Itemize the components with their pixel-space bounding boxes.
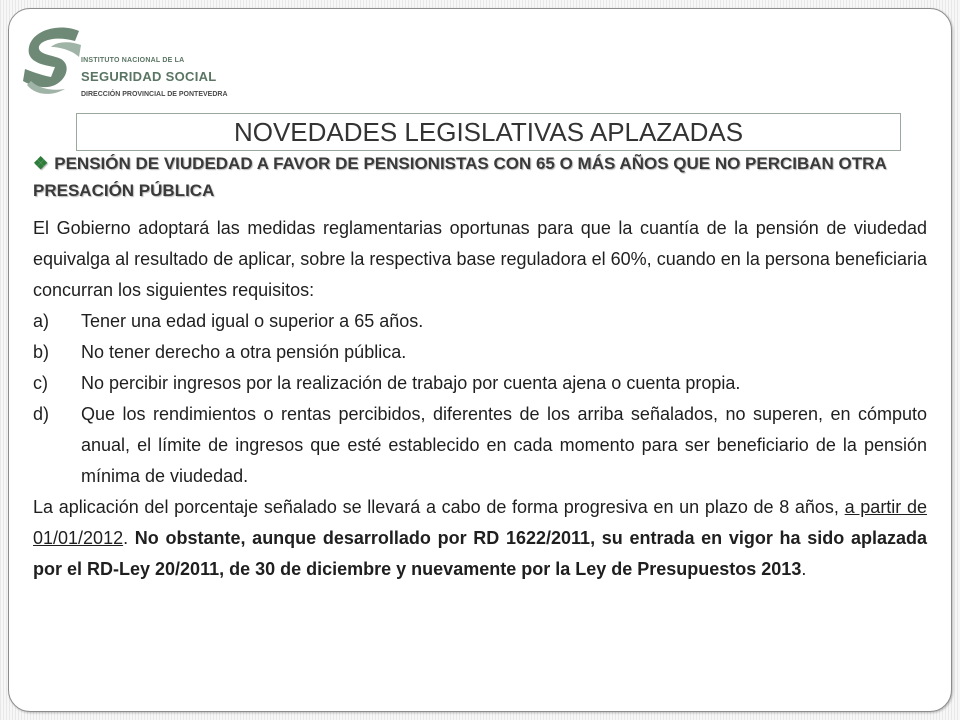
list-marker: b)	[33, 342, 50, 362]
list-item-text: No tener derecho a otra pensión pública.	[81, 342, 407, 362]
list-marker: c)	[33, 373, 48, 393]
closing-paragraph	[33, 492, 927, 585]
requirements-list	[33, 306, 927, 492]
closing-text: La aplicación del porcentaje señalado se llevará a cabo de forma progresiva en un plazo de 8 años,	[33, 497, 845, 517]
list-item-text: Tener una edad igual o superior a 65 años.	[81, 311, 424, 331]
body-text	[33, 213, 927, 585]
province-line: DIRECCIÓN PROVINCIAL DE PONTEVEDRA	[81, 91, 228, 98]
inss-s-logo-icon	[21, 25, 83, 99]
list-item	[33, 337, 927, 368]
list-marker: a)	[33, 311, 50, 331]
closing-separator: .	[123, 528, 135, 548]
slide-title: NOVEDADES LEGISLATIVAS APLAZADAS	[76, 113, 901, 151]
list-item	[33, 306, 927, 337]
closing-period: .	[801, 559, 807, 579]
list-item-text: Que los rendimientos o rentas percibidos, diferentes de los arriba señalados, no superen, en cómputo anual, el límite de ingresos que esté establecido en cada momento para ser beneficiario de la pensión mínima de viudedad.	[81, 404, 927, 486]
list-item	[33, 399, 927, 492]
list-marker: d)	[33, 404, 50, 424]
postponement-note: No obstante, aunque desarrollado por RD 1622/2011, su entrada en vigor ha sido aplazada por el RD-Ley 20/2011, de 30 de diciembre y nuevamente por la Ley de Presupuestos 2013	[33, 528, 927, 579]
list-item	[33, 368, 927, 399]
institution-line-2: SEGURIDAD SOCIAL	[81, 69, 217, 84]
list-item-text: No percibir ingresos por la realización de trabajo por cuenta ajena o cuenta propia.	[81, 373, 741, 393]
diamond-bullet-icon: ❖	[33, 154, 49, 173]
effective-date-text: a partir de 01/01/2012	[33, 497, 927, 548]
section-heading-text: PENSIÓN DE VIUDEDAD A FAVOR DE PENSIONISTAS CON 65 O MÁS AÑOS QUE NO PERCIBAN OTRA PRESACIÓN PÚBLICA	[33, 154, 887, 200]
intro-paragraph: El Gobierno adoptará las medidas reglamentarias oportunas para que la cuantía de la pensión de viudedad equivalga al resultado de aplicar, sobre la respectiva base reguladora el 60%, cuando en la persona beneficiaria concurran los siguientes requisitos:	[33, 218, 927, 300]
section-heading	[33, 150, 927, 204]
institution-line-1: INSTITUTO NACIONAL DE LA	[81, 57, 185, 64]
